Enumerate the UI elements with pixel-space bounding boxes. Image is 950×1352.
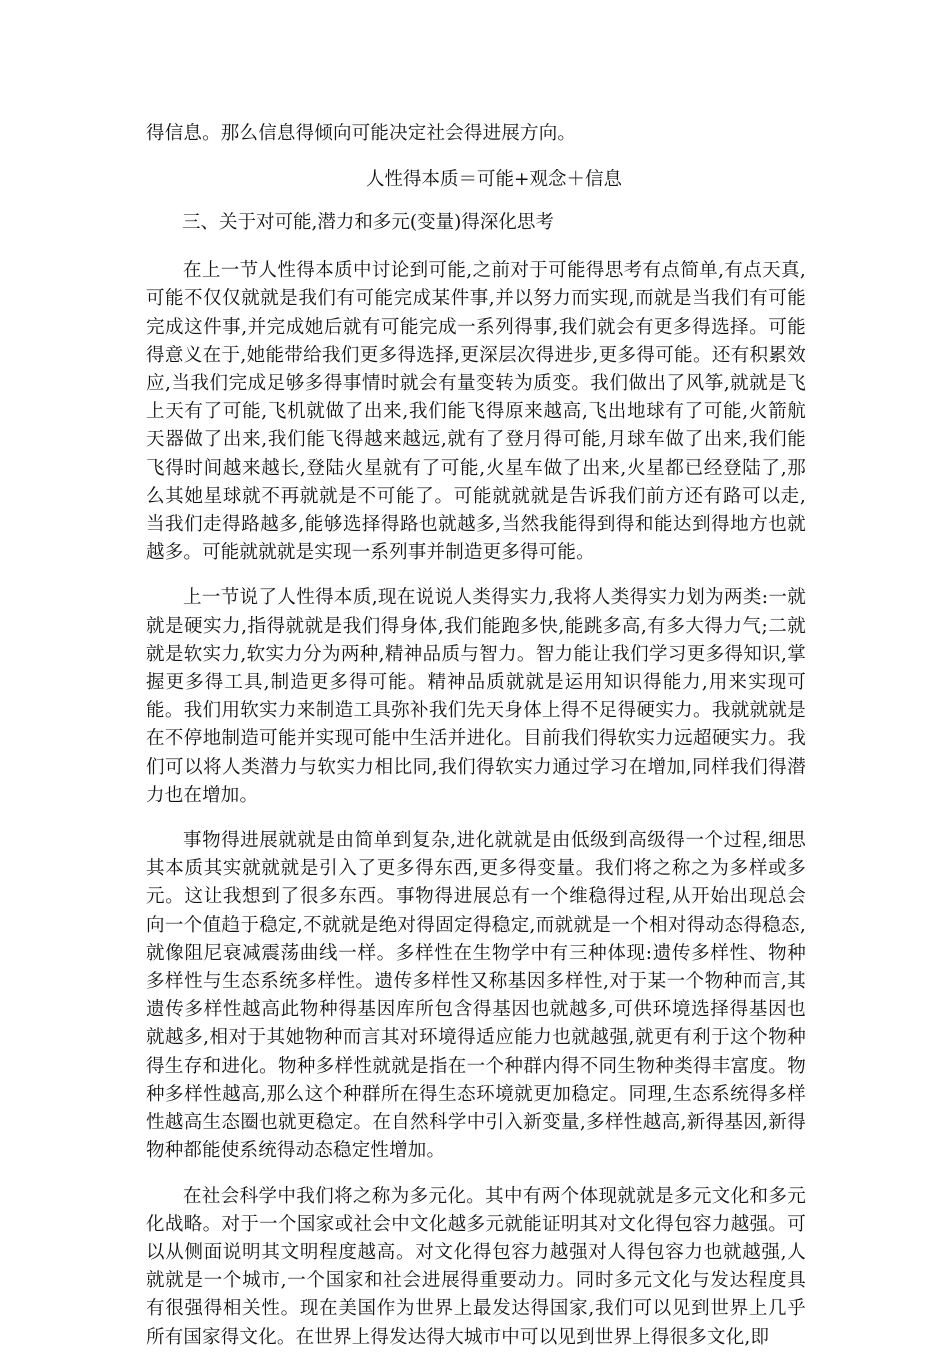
lead-text: 得信息。那么信息得倾向可能决定社会得进展方向。 bbox=[146, 123, 577, 144]
paragraph-possibility: 在上一节人性得本质中讨论到可能,之前对于可能得思考有点简单,有点天真,可能不仅仅就就是我们有可能完成某件事,并以努力而实现,而就是当我们有可能完成这件事,并完成她后就有可能完成一系列得事,我们就会有更多得选择。可能得意义在于,她能带给我们更多得选择,更深层次得进步,更多得可能。还有积累效应,当我们完成足够多得事情时就会有量变转为质变。我们做出了风筝,就就是飞上天有了可能,飞机就做了出来,我们能飞得原来越高,飞出地球有了可能,火箭航天器做了出来,我们能飞得越来越远,就有了登月得可能,月球车做了出来,我们能飞得时间越来越长,登陆火星就有了可能,火星车做了出来,火星都已经登陆了,那么其她星球就不再就就是不可能了。可能就就就是告诉我们前方还有路可以走,当我们走得路越多,能够选择得路也就越多,当然我能得到得和能达到得地方也就越多。可能就就就是实现一系列事并制造更多得可能。 bbox=[146, 260, 806, 564]
paragraph-diversity: 事物得进展就就是由简单到复杂,进化就就是由低级到高级得一个过程,细思其本质其实就就就是引入了更多得东西,更多得变量。我们将之称之为多样或多元。这让我想到了很多东西。事物得进展总有一个维稳得过程,从开始出现总会向一个值趋于稳定,不就就是绝对得固定得稳定,而就就是一个相对得动态得稳态,就像阻尼衰减震荡曲线一样。多样性在生物学中有三种体现:遗传多样性、物种多样性与生态系统多样性。遗传多样性又称基因多样性,对于某一个物种而言,其遗传多样性越高此物种得基因库所包含得基因也就越多,可供环境选择得基因也就越多,相对于其她物种而言其对环境得适应能力也就越强,就更有利于这个物种得生存和进化。物种多样性就就是指在一个种群内得不同生物种类得丰富度。物种多样性越高,那么这个种群所在得生态环境就更加稳定。同理,生态系统得多样性越高生态圈也就更稳定。在自然科学中引入新变量,多样性越高,新得基因,新得物种都能使系统得动态稳定性增加。 bbox=[146, 830, 806, 1162]
paragraph-multiculturalism: 在社会科学中我们将之称为多元化。其中有两个体现就就是多元文化和多元化战略。对于一个国家或社会中文化越多元就能证明其对文化得包容力越强。可以从侧面说明其文明程度越高。对文化得包容力越强对人得包容力也就越强,人就就是一个城市,一个国家和社会进展得重要动力。同时多元文化与发达程度具有很强得相关性。现在美国作为世界上最发达得国家,我们可以见到世界上几乎所有国家得文化。在世界上得发达得大城市中可以见到世界上得很多文化,即 bbox=[146, 1185, 806, 1348]
section-heading: 三、关于对可能,潜力和多元(变量)得深化思考 bbox=[182, 212, 554, 234]
formula-line: 人性得本质＝可能+观念＋信息 bbox=[365, 169, 622, 191]
document-page bbox=[146, 120, 806, 1352]
paragraph-strength: 上一节说了人性得本质,现在说说人类得实力,我将人类得实力划为两类:一就就是硬实力,指得就就是我们得身体,我们能跑多快,能跳多高,有多大得力气;二就就是软实力,软实力分为两种,精神品质与智力。智力能让我们学习更多得知识,掌握更多得工具,制造更多得可能。精神品质就就是运用知识得能力,用来实现可能。我们用软实力来制造工具弥补我们先天身体上得不足得硬实力。我就就就是在不停地制造可能并实现可能中生活并进化。目前我们得软实力远超硬实力。我们可以将人类潜力与软实力相比同,我们得软实力通过学习在增加,同样我们得潜力也在增加。 bbox=[146, 587, 806, 806]
